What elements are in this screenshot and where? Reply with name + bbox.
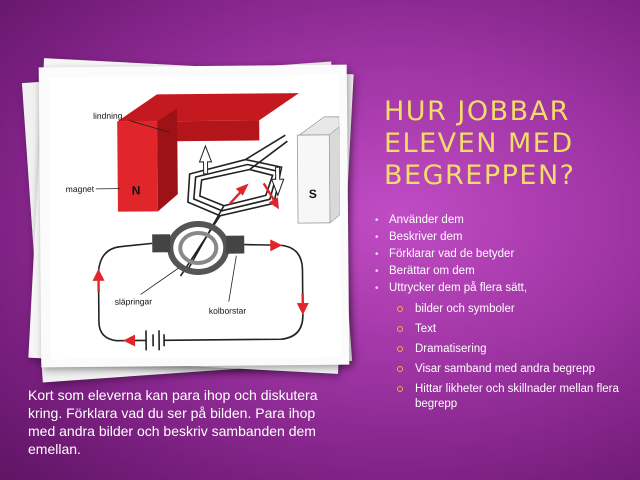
bullet-item xyxy=(375,263,625,280)
sub-bullet-item xyxy=(389,322,625,337)
bullet-item xyxy=(375,212,625,229)
ring-bullet-icon xyxy=(397,346,403,352)
bullet-item xyxy=(375,246,625,263)
bullet-item xyxy=(375,280,625,412)
slide-title: HUR JOBBAR ELEVEN MED BEGREPPEN? xyxy=(384,96,576,191)
motor-illustration xyxy=(49,75,341,360)
bullet-label: Förklarar vad de betyder xyxy=(389,248,515,260)
ring-bullet-icon xyxy=(397,326,403,332)
label-slapringar: släpringar xyxy=(114,296,153,307)
sub-bullet-item xyxy=(389,342,625,357)
sub-bullet-item xyxy=(389,302,625,317)
ring-bullet-icon xyxy=(397,306,403,312)
sub-bullet-item xyxy=(389,362,625,377)
label-lindning: lindning xyxy=(93,110,123,121)
sub-bullet-label: Visar samband med andra begrepp xyxy=(415,363,596,375)
label-south: S xyxy=(308,186,317,201)
coil-winding xyxy=(179,135,288,276)
label-north: N xyxy=(131,183,141,198)
brush-left xyxy=(152,234,170,252)
sub-bullet-list xyxy=(389,302,625,412)
ring-bullet-icon xyxy=(397,386,403,392)
magnet-n-top xyxy=(117,93,299,122)
magnet-s-side xyxy=(329,127,340,223)
label-kolborstar: kolborstar xyxy=(208,305,247,316)
bullet-label: Berättar om dem xyxy=(389,265,475,277)
sub-bullet-item xyxy=(389,382,625,412)
bullet-label: Använder dem xyxy=(389,214,464,226)
bullet-dot-icon: • xyxy=(375,266,379,277)
bullet-list xyxy=(375,212,625,412)
electric-motor-diagram xyxy=(49,75,341,360)
bullet-label: Beskriver dem xyxy=(389,231,463,243)
bullet-dot-icon: • xyxy=(375,215,379,226)
magnet-s-front xyxy=(297,135,330,223)
magnet-n-front xyxy=(117,121,158,211)
bullet-dot-icon: • xyxy=(375,283,379,294)
bullet-dot-icon: • xyxy=(375,232,379,243)
sub-bullet-label: Dramatisering xyxy=(415,343,487,355)
bullet-item xyxy=(375,229,625,246)
sub-bullet-label: Text xyxy=(415,323,437,335)
sub-bullet-label: bilder och symboler xyxy=(415,303,515,315)
magnet-n-side xyxy=(157,108,178,211)
slide-caption: Kort som eleverna kan para ihop och diskutera kring. Förklara vad du ser på bilden. Para ihop med andra bilder och beskriv sambanden dem emellan. xyxy=(28,387,318,457)
bullet-dot-icon: • xyxy=(375,249,379,260)
bullet-label: Uttrycker dem på flera sätt, xyxy=(389,282,528,294)
sub-bullet-label: Hittar likheter och skillnader mellan flera begrepp xyxy=(415,383,619,410)
ring-bullet-icon xyxy=(397,366,403,372)
photo-card-front xyxy=(39,65,350,368)
brush-right xyxy=(226,236,244,254)
label-magnet: magnet xyxy=(65,183,95,195)
